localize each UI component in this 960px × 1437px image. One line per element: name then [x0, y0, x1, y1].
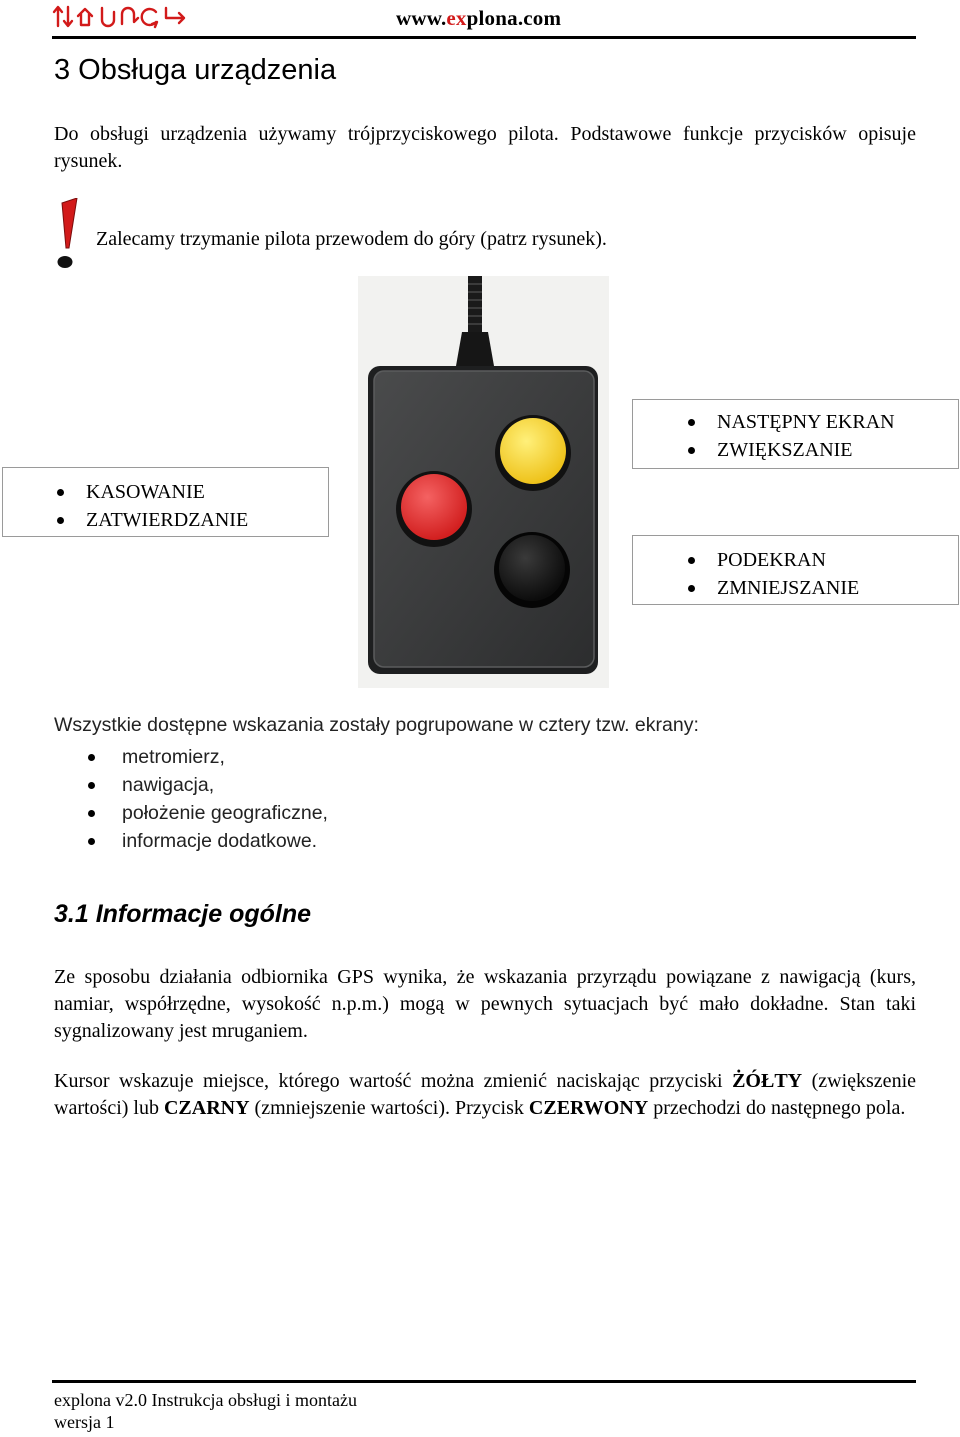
black-button	[494, 532, 570, 608]
footer-version: wersja 1	[54, 1412, 115, 1432]
url-accent: ex	[446, 6, 467, 30]
yellow-label: ŻÓŁTY	[732, 1070, 803, 1092]
callout-item: ZMNIEJSZANIE	[686, 574, 958, 602]
callout-item: ZATWIERDZANIE	[55, 506, 328, 534]
yellow-button	[495, 415, 571, 491]
callout-item: NASTĘPNY EKRAN	[686, 408, 958, 436]
remote-photo	[358, 276, 609, 688]
list-item: metromierz,	[54, 743, 328, 771]
intro-paragraph: Do obsługi urządzenia używamy trójprzyciskowego pilota. Podstawowe funkcje przycisków opisuje rysunek.	[54, 123, 916, 172]
footer-title: explona v2.0 Instrukcja obsługi i montażu	[54, 1390, 357, 1410]
footer-rule	[52, 1380, 916, 1383]
callout-item: ZWIĘKSZANIE	[686, 436, 958, 464]
subsection-title: 3.1 Informacje ogólne	[54, 900, 312, 928]
callout-item: PODEKRAN	[686, 546, 958, 574]
text-run: (zwiększenie wartości) lub	[54, 1070, 916, 1119]
red-button	[396, 471, 472, 547]
text-run: przechodzi do następnego pola.	[648, 1097, 906, 1119]
left-callout	[2, 467, 329, 537]
list-item: informacje dodatkowe.	[54, 827, 328, 855]
text-run: Kursor wskazuje miejsce, którego wartość można zmienić naciskając przyciski	[54, 1070, 733, 1092]
callout-item: KASOWANIE	[55, 478, 328, 506]
cursor-paragraph	[54, 1068, 916, 1122]
list-item: położenie geograficzne,	[54, 799, 328, 827]
list-item: nawigacja,	[54, 771, 328, 799]
warning-text: Zalecamy trzymanie pilota przewodem do góry (patrz rysunek).	[96, 228, 607, 250]
url-prefix: www.	[396, 6, 447, 30]
site-url	[396, 6, 561, 31]
exclamation-icon	[52, 198, 82, 270]
screens-lead: Wszystkie dostępne wskazania zostały pogrupowane w cztery tzw. ekrany:	[54, 714, 699, 736]
explona-logo	[52, 2, 222, 30]
text-run: (zmniejszenie wartości). Przycisk	[249, 1097, 529, 1119]
right-top-callout	[632, 399, 959, 469]
url-suffix: plona.com	[466, 6, 562, 30]
section-title: 3 Obsługa urządzenia	[54, 54, 337, 86]
red-label: CZERWONY	[528, 1097, 649, 1119]
gps-paragraph: Ze sposobu działania odbiornika GPS wynika, że wskazania przyrządu powiązane z nawigacją (kurs, namiar, współrzędne, wysokość n.p.m.) mogą w pewnych sytuacjach być mało dokładne. Stan taki sygnalizowany jest mruganiem.	[54, 966, 916, 1042]
right-bottom-callout	[632, 535, 959, 605]
screens-list	[54, 743, 328, 855]
header-rule	[52, 36, 916, 39]
black-label: CZARNY	[163, 1097, 250, 1119]
